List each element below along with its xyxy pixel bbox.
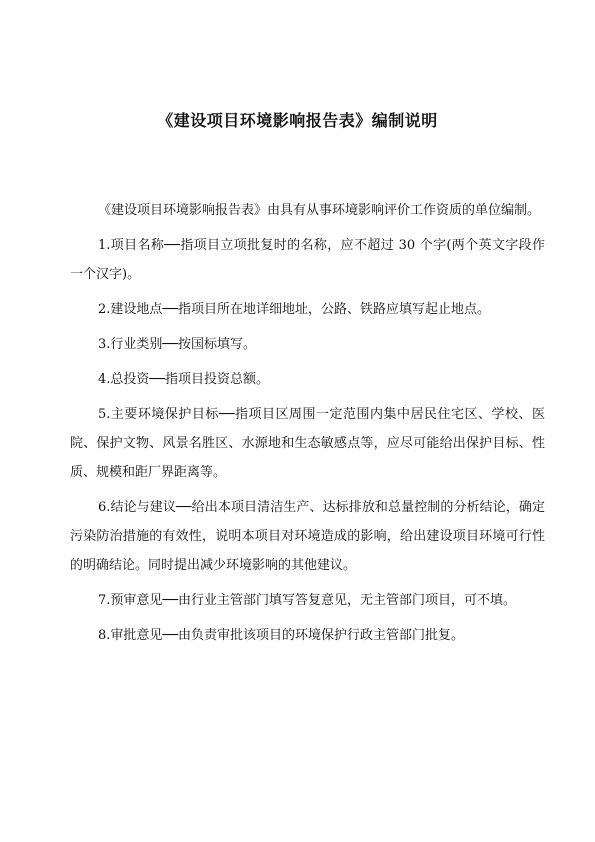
paragraph-industry-category: 3.行业类别──按国标填写。 xyxy=(98,337,257,352)
paragraph-intro: 《建设项目环境影响报告表》由具有从事环境影响评价工作资质的单位编制。 xyxy=(98,203,541,218)
paragraph-project-name: 1.项目名称──指项目立项批复时的名称，应不超过 30 个字(两个英文字段作一个汉字)。 xyxy=(70,238,545,282)
paragraph-construction-site: 2.建设地点──指项目所在地详细地址，公路、铁路应填写起止地点。 xyxy=(98,302,491,317)
document-body xyxy=(70,196,545,656)
paragraph-approval-opinion: 8.审批意见──由负责审批该项目的环境保护行政主管部门批复。 xyxy=(98,628,465,643)
paragraph-conclusions: 6.结论与建议──给出本项目清洁生产、达标排放和总量控制的分析结论，确定污染防治措施的有效性，说明本项目对环境造成的影响，给出建设项目环境可行性的明确结论。同时提出减少环境影响的其他建议。 xyxy=(70,500,545,573)
paragraph-total-investment: 4.总投资──指项目投资总额。 xyxy=(98,372,270,387)
document-title: 《建设项目环境影响报告表》编制说明 xyxy=(157,111,438,130)
paragraph-preliminary-opinion: 7.预审意见──由行业主管部门填写答复意见，无主管部门项目，可不填。 xyxy=(98,593,517,608)
paragraph-protection-targets: 5.主要环境保护目标──指项目区周围一定范围内集中居民住宅区、学校、医院、保护文物、风景名胜区、水源地和生态敏感点等，应尽可能给出保护目标、性质、规模和距厂界距离等。 xyxy=(70,407,545,480)
